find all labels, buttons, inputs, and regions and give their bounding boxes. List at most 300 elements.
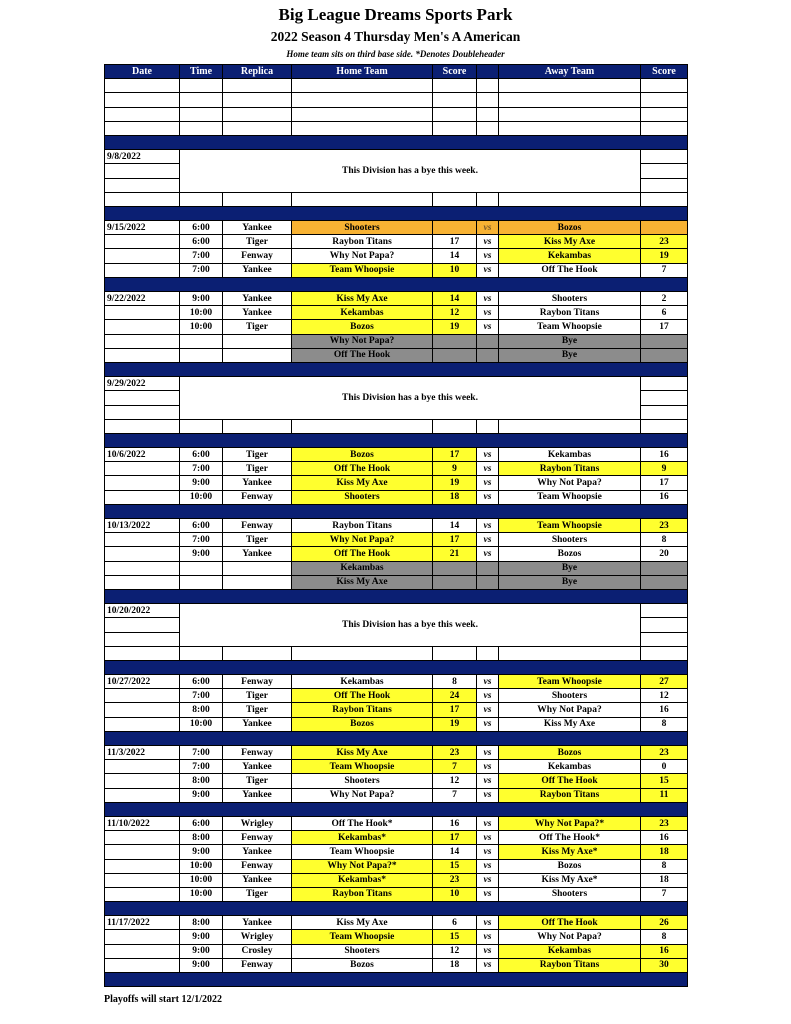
blank-row	[105, 121, 688, 135]
bye-week-message: This Division has a bye this week.	[180, 150, 641, 193]
versus-label: vs	[477, 958, 499, 972]
away-score: 16	[641, 703, 688, 717]
section-divider	[105, 277, 688, 291]
empty-cell	[641, 646, 688, 660]
field-replica: Wrigley	[223, 930, 292, 944]
empty-cell	[477, 93, 499, 107]
empty-cell	[105, 561, 180, 575]
home-team: Kekambas	[292, 306, 433, 320]
header-time: Time	[180, 65, 223, 79]
empty-cell	[105, 405, 180, 419]
away-team: Shooters	[499, 292, 641, 306]
home-team: Kekambas*	[292, 873, 433, 887]
empty-cell	[477, 192, 499, 206]
game-time: 7:00	[180, 746, 223, 760]
empty-cell	[433, 419, 477, 433]
game-time: 6:00	[180, 519, 223, 533]
home-score: 18	[433, 490, 477, 504]
home-team: Bozos	[292, 958, 433, 972]
home-score	[433, 334, 477, 348]
field-replica: Yankee	[223, 717, 292, 731]
game-row	[105, 703, 688, 717]
game-time: 6:00	[180, 221, 223, 235]
versus-label: vs	[477, 703, 499, 717]
home-score: 19	[433, 476, 477, 490]
away-score: 20	[641, 547, 688, 561]
game-time: 7:00	[180, 263, 223, 277]
bye-week-message: This Division has a bye this week.	[180, 377, 641, 420]
home-score: 17	[433, 703, 477, 717]
versus-label: vs	[477, 476, 499, 490]
divider-cell	[105, 277, 688, 291]
home-team: Team Whoopsie	[292, 930, 433, 944]
divider-cell	[105, 973, 688, 987]
section-divider	[105, 589, 688, 603]
field-replica: Tiger	[223, 448, 292, 462]
away-team: Shooters	[499, 533, 641, 547]
empty-cell	[105, 490, 180, 504]
home-score: 10	[433, 887, 477, 901]
game-row	[105, 944, 688, 958]
away-score: 11	[641, 788, 688, 802]
divider-cell	[105, 731, 688, 745]
versus-label: vs	[477, 845, 499, 859]
game-time: 9:00	[180, 944, 223, 958]
home-team: Team Whoopsie	[292, 263, 433, 277]
home-score: 17	[433, 235, 477, 249]
empty-cell	[433, 79, 477, 93]
field-replica	[223, 334, 292, 348]
game-time: 6:00	[180, 235, 223, 249]
away-team: Team Whoopsie	[499, 320, 641, 334]
versus-label: vs	[477, 873, 499, 887]
field-replica: Wrigley	[223, 816, 292, 830]
game-time: 10:00	[180, 320, 223, 334]
field-replica: Fenway	[223, 746, 292, 760]
game-time: 10:00	[180, 873, 223, 887]
away-score: 8	[641, 930, 688, 944]
blank-row	[105, 79, 688, 93]
game-time: 10:00	[180, 859, 223, 873]
blank-row	[105, 107, 688, 121]
game-time: 10:00	[180, 490, 223, 504]
game-row	[105, 292, 688, 306]
game-row	[105, 774, 688, 788]
game-row	[105, 235, 688, 249]
home-score	[433, 561, 477, 575]
versus-label	[477, 348, 499, 362]
schedule-note: Home team sits on third base side. *Denotes Doubleheader	[286, 49, 505, 59]
away-team: Kiss My Axe	[499, 717, 641, 731]
game-row	[105, 717, 688, 731]
home-team: Kekambas	[292, 561, 433, 575]
home-score: 19	[433, 717, 477, 731]
away-score: 16	[641, 831, 688, 845]
empty-cell	[105, 930, 180, 944]
home-score: 12	[433, 306, 477, 320]
game-row	[105, 887, 688, 901]
empty-cell	[105, 760, 180, 774]
home-score: 6	[433, 916, 477, 930]
away-team: Kiss My Axe*	[499, 873, 641, 887]
away-team: Bye	[499, 348, 641, 362]
field-replica: Tiger	[223, 533, 292, 547]
empty-cell	[105, 859, 180, 873]
game-row	[105, 448, 688, 462]
versus-label: vs	[477, 306, 499, 320]
home-team: Team Whoopsie	[292, 760, 433, 774]
game-time	[180, 348, 223, 362]
empty-cell	[105, 632, 180, 646]
game-date: 10/6/2022	[105, 448, 180, 462]
game-date: 9/29/2022	[105, 377, 180, 391]
home-team: Raybon Titans	[292, 235, 433, 249]
home-team: Kekambas	[292, 675, 433, 689]
game-time	[180, 561, 223, 575]
empty-cell	[105, 646, 180, 660]
bye-week-row	[105, 150, 688, 164]
bye-week-message: This Division has a bye this week.	[180, 604, 641, 647]
section-divider	[105, 731, 688, 745]
home-team: Raybon Titans	[292, 519, 433, 533]
game-time: 10:00	[180, 717, 223, 731]
empty-cell	[105, 845, 180, 859]
empty-cell	[223, 107, 292, 121]
empty-cell	[641, 150, 688, 164]
game-row	[105, 760, 688, 774]
empty-cell	[641, 618, 688, 632]
game-time: 6:00	[180, 675, 223, 689]
versus-label: vs	[477, 788, 499, 802]
game-date: 9/22/2022	[105, 292, 180, 306]
home-score: 24	[433, 689, 477, 703]
empty-cell	[641, 93, 688, 107]
section-divider	[105, 504, 688, 518]
empty-cell	[105, 320, 180, 334]
versus-label: vs	[477, 717, 499, 731]
empty-cell	[223, 646, 292, 660]
empty-cell	[105, 306, 180, 320]
home-team: Bozos	[292, 448, 433, 462]
divider-cell	[105, 135, 688, 149]
away-score: 16	[641, 944, 688, 958]
home-team: Why Not Papa?	[292, 533, 433, 547]
empty-cell	[641, 405, 688, 419]
field-replica: Fenway	[223, 958, 292, 972]
empty-cell	[105, 249, 180, 263]
game-time: 6:00	[180, 816, 223, 830]
empty-cell	[292, 646, 433, 660]
field-replica: Yankee	[223, 547, 292, 561]
game-time: 8:00	[180, 831, 223, 845]
playoffs-footnote: Playoffs will start 12/1/2022	[104, 994, 223, 1005]
away-team: Kekambas	[499, 249, 641, 263]
blank-row	[105, 192, 688, 206]
section-divider	[105, 206, 688, 220]
empty-cell	[641, 121, 688, 135]
empty-cell	[223, 93, 292, 107]
section-divider	[105, 660, 688, 674]
game-time: 8:00	[180, 703, 223, 717]
home-team: Why Not Papa?	[292, 334, 433, 348]
home-score: 19	[433, 320, 477, 334]
empty-cell	[105, 462, 180, 476]
empty-cell	[105, 178, 180, 192]
versus-label: vs	[477, 774, 499, 788]
home-team: Kiss My Axe	[292, 746, 433, 760]
home-team: Shooters	[292, 221, 433, 235]
home-team: Off The Hook	[292, 689, 433, 703]
versus-label	[477, 561, 499, 575]
field-replica: Tiger	[223, 689, 292, 703]
home-team: Kiss My Axe	[292, 575, 433, 589]
empty-cell	[105, 944, 180, 958]
empty-cell	[180, 121, 223, 135]
field-replica: Crosley	[223, 944, 292, 958]
field-replica: Yankee	[223, 263, 292, 277]
field-replica: Fenway	[223, 519, 292, 533]
game-date: 9/8/2022	[105, 150, 180, 164]
away-team: Bye	[499, 334, 641, 348]
game-row	[105, 263, 688, 277]
empty-cell	[105, 717, 180, 731]
header-row	[105, 65, 688, 79]
empty-cell	[105, 334, 180, 348]
game-time: 7:00	[180, 689, 223, 703]
page-title: Big League Dreams Sports Park	[278, 5, 513, 24]
away-score: 0	[641, 760, 688, 774]
empty-cell	[105, 788, 180, 802]
game-row	[105, 249, 688, 263]
empty-cell	[105, 391, 180, 405]
field-replica: Tiger	[223, 320, 292, 334]
away-team: Bozos	[499, 221, 641, 235]
empty-cell	[292, 419, 433, 433]
home-team: Bozos	[292, 320, 433, 334]
away-score	[641, 221, 688, 235]
home-score	[433, 575, 477, 589]
game-date: 11/3/2022	[105, 746, 180, 760]
section-divider	[105, 973, 688, 987]
blank-row	[105, 93, 688, 107]
game-time: 9:00	[180, 958, 223, 972]
versus-label: vs	[477, 746, 499, 760]
game-date: 10/20/2022	[105, 604, 180, 618]
empty-cell	[477, 79, 499, 93]
away-score: 18	[641, 873, 688, 887]
away-score: 7	[641, 263, 688, 277]
game-row	[105, 873, 688, 887]
field-replica	[223, 561, 292, 575]
away-team: Shooters	[499, 887, 641, 901]
home-team: Off The Hook	[292, 348, 433, 362]
home-score: 17	[433, 448, 477, 462]
away-team: Raybon Titans	[499, 462, 641, 476]
game-date: 10/27/2022	[105, 675, 180, 689]
empty-cell	[105, 958, 180, 972]
field-replica	[223, 348, 292, 362]
versus-label: vs	[477, 263, 499, 277]
home-score: 14	[433, 519, 477, 533]
field-replica: Tiger	[223, 462, 292, 476]
empty-cell	[433, 107, 477, 121]
versus-label: vs	[477, 547, 499, 561]
game-row	[105, 547, 688, 561]
bye-week-row	[105, 377, 688, 391]
empty-cell	[641, 632, 688, 646]
empty-cell	[499, 79, 641, 93]
away-team: Why Not Papa?*	[499, 816, 641, 830]
away-team: Kekambas	[499, 760, 641, 774]
empty-cell	[292, 79, 433, 93]
away-team: Kekambas	[499, 448, 641, 462]
game-time: 9:00	[180, 845, 223, 859]
empty-cell	[477, 419, 499, 433]
versus-label	[477, 575, 499, 589]
away-team: Team Whoopsie	[499, 490, 641, 504]
game-row	[105, 816, 688, 830]
game-row	[105, 306, 688, 320]
home-score: 15	[433, 859, 477, 873]
empty-cell	[433, 192, 477, 206]
home-team: Raybon Titans	[292, 703, 433, 717]
empty-cell	[105, 476, 180, 490]
home-score: 8	[433, 675, 477, 689]
header-replica: Replica	[223, 65, 292, 79]
versus-label: vs	[477, 221, 499, 235]
away-score: 27	[641, 675, 688, 689]
away-score: 7	[641, 887, 688, 901]
header-vs	[477, 65, 499, 79]
game-time	[180, 575, 223, 589]
empty-cell	[105, 419, 180, 433]
away-score: 8	[641, 533, 688, 547]
home-team: Why Not Papa?	[292, 249, 433, 263]
home-score: 7	[433, 788, 477, 802]
home-team: Off The Hook	[292, 462, 433, 476]
away-score: 9	[641, 462, 688, 476]
versus-label: vs	[477, 887, 499, 901]
away-score: 23	[641, 816, 688, 830]
versus-label: vs	[477, 292, 499, 306]
home-score: 15	[433, 930, 477, 944]
empty-cell	[641, 178, 688, 192]
empty-cell	[105, 831, 180, 845]
home-team: Shooters	[292, 944, 433, 958]
home-score: 14	[433, 845, 477, 859]
empty-cell	[105, 93, 180, 107]
versus-label: vs	[477, 859, 499, 873]
divider-cell	[105, 433, 688, 447]
field-replica: Tiger	[223, 703, 292, 717]
divider-cell	[105, 206, 688, 220]
home-team: Kekambas*	[292, 831, 433, 845]
game-time: 9:00	[180, 547, 223, 561]
away-team: Raybon Titans	[499, 958, 641, 972]
field-replica: Fenway	[223, 675, 292, 689]
empty-cell	[433, 646, 477, 660]
game-row	[105, 859, 688, 873]
home-team: Why Not Papa?	[292, 788, 433, 802]
empty-cell	[641, 419, 688, 433]
empty-cell	[105, 121, 180, 135]
field-replica: Fenway	[223, 490, 292, 504]
field-replica: Yankee	[223, 788, 292, 802]
empty-cell	[105, 873, 180, 887]
away-score	[641, 575, 688, 589]
empty-cell	[499, 419, 641, 433]
empty-cell	[105, 235, 180, 249]
empty-cell	[105, 547, 180, 561]
field-replica: Fenway	[223, 859, 292, 873]
empty-cell	[105, 263, 180, 277]
away-score: 23	[641, 519, 688, 533]
field-replica: Tiger	[223, 774, 292, 788]
empty-cell	[641, 164, 688, 178]
field-replica: Fenway	[223, 249, 292, 263]
game-row	[105, 519, 688, 533]
divider-cell	[105, 660, 688, 674]
game-row	[105, 490, 688, 504]
away-team: Shooters	[499, 689, 641, 703]
field-replica: Yankee	[223, 845, 292, 859]
empty-cell	[180, 192, 223, 206]
field-replica: Tiger	[223, 887, 292, 901]
home-score: 14	[433, 249, 477, 263]
versus-label: vs	[477, 249, 499, 263]
empty-cell	[105, 575, 180, 589]
versus-label: vs	[477, 519, 499, 533]
versus-label: vs	[477, 916, 499, 930]
home-score: 12	[433, 774, 477, 788]
section-divider	[105, 802, 688, 816]
empty-cell	[105, 192, 180, 206]
divider-cell	[105, 362, 688, 376]
empty-cell	[499, 93, 641, 107]
game-time: 6:00	[180, 448, 223, 462]
away-team: Why Not Papa?	[499, 476, 641, 490]
home-team: Shooters	[292, 490, 433, 504]
field-replica: Yankee	[223, 306, 292, 320]
game-date: 9/15/2022	[105, 221, 180, 235]
game-row	[105, 561, 688, 575]
home-team: Why Not Papa?*	[292, 859, 433, 873]
home-team: Team Whoopsie	[292, 845, 433, 859]
empty-cell	[105, 703, 180, 717]
empty-cell	[641, 192, 688, 206]
divider-cell	[105, 589, 688, 603]
empty-cell	[180, 419, 223, 433]
section-divider	[105, 433, 688, 447]
away-team: Raybon Titans	[499, 788, 641, 802]
empty-cell	[105, 79, 180, 93]
header-home-team: Home Team	[292, 65, 433, 79]
empty-cell	[223, 79, 292, 93]
empty-cell	[223, 419, 292, 433]
field-replica: Yankee	[223, 221, 292, 235]
schedule-table	[104, 64, 688, 987]
away-team: Kiss My Axe*	[499, 845, 641, 859]
empty-cell	[433, 121, 477, 135]
empty-cell	[292, 192, 433, 206]
schedule-body	[105, 79, 688, 987]
away-score: 2	[641, 292, 688, 306]
game-row	[105, 689, 688, 703]
field-replica: Yankee	[223, 916, 292, 930]
away-score: 12	[641, 689, 688, 703]
empty-cell	[180, 107, 223, 121]
game-row	[105, 831, 688, 845]
